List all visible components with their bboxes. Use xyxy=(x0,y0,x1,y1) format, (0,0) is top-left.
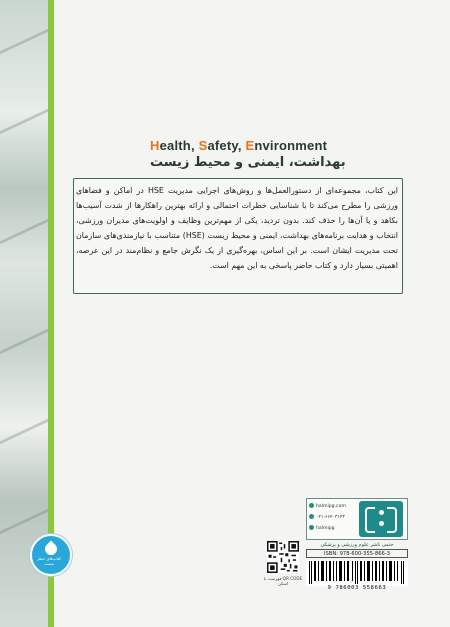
publisher-name: حتمی ناشر علوم ورزشی و پزشکی xyxy=(320,542,394,548)
publisher-phone: ۰۲۱-۶۶۴۰۳۱۴۳ xyxy=(309,514,357,520)
instagram-icon xyxy=(309,525,314,530)
globe-icon xyxy=(309,503,314,508)
barcode-number: 9 786003 558663 xyxy=(327,585,387,591)
barcode-bars xyxy=(309,561,405,584)
phone-icon xyxy=(309,514,314,519)
publisher-logo-icon xyxy=(359,501,403,537)
badge-icon xyxy=(30,534,72,576)
qr-code xyxy=(267,541,299,573)
badge-label: کتاب‌های خطر نیست xyxy=(37,556,61,566)
green-vertical-rule xyxy=(48,0,54,627)
book-title-persian: بهداشت، ایمنی و محیط زیست xyxy=(150,155,346,170)
publisher-instagram: halmipg xyxy=(309,525,357,531)
isbn-label: ISBN: 978-600-355-866-3 xyxy=(306,549,408,558)
description-text: این کتاب، مجموعه‌ای از دستورالعمل‌ها و روش‌های اجرایی مدیریت HSE در اماکن و فضاهای ورزشی را مطرح می‌کند تا با شناسایی خطرات احتمالی و ارائه بهترین راهکارها از شدت آسیب‌ها بکاهد و یا آن‌ها را حذف کند. بدون تردید، یکی از مهم‌ترین وظایف و اولویت‌های مدیران ورزشی، انتخاب و هدایت برنامه‌های بهداشت، ایمنی و محیط زیست (HSE) متناسب با نیازمندی‌های سازمان تحت مدیریت ایشان است. بر این اساس، بهره‌گیری از یک نگرش جامع و نظام‌مند در این عرصه، اهمیتی بسیار دارد و کتاب حاضر پاسخی به این مهم است. xyxy=(76,186,399,270)
book-title-english: Health, Safety, Environment xyxy=(150,138,328,153)
qr-caption: QR CODE فهرست با اسکن xyxy=(263,576,303,586)
droplet-icon xyxy=(43,541,60,558)
cover-photo-strip xyxy=(0,0,48,627)
publisher-website: halmipg.com xyxy=(309,503,357,509)
